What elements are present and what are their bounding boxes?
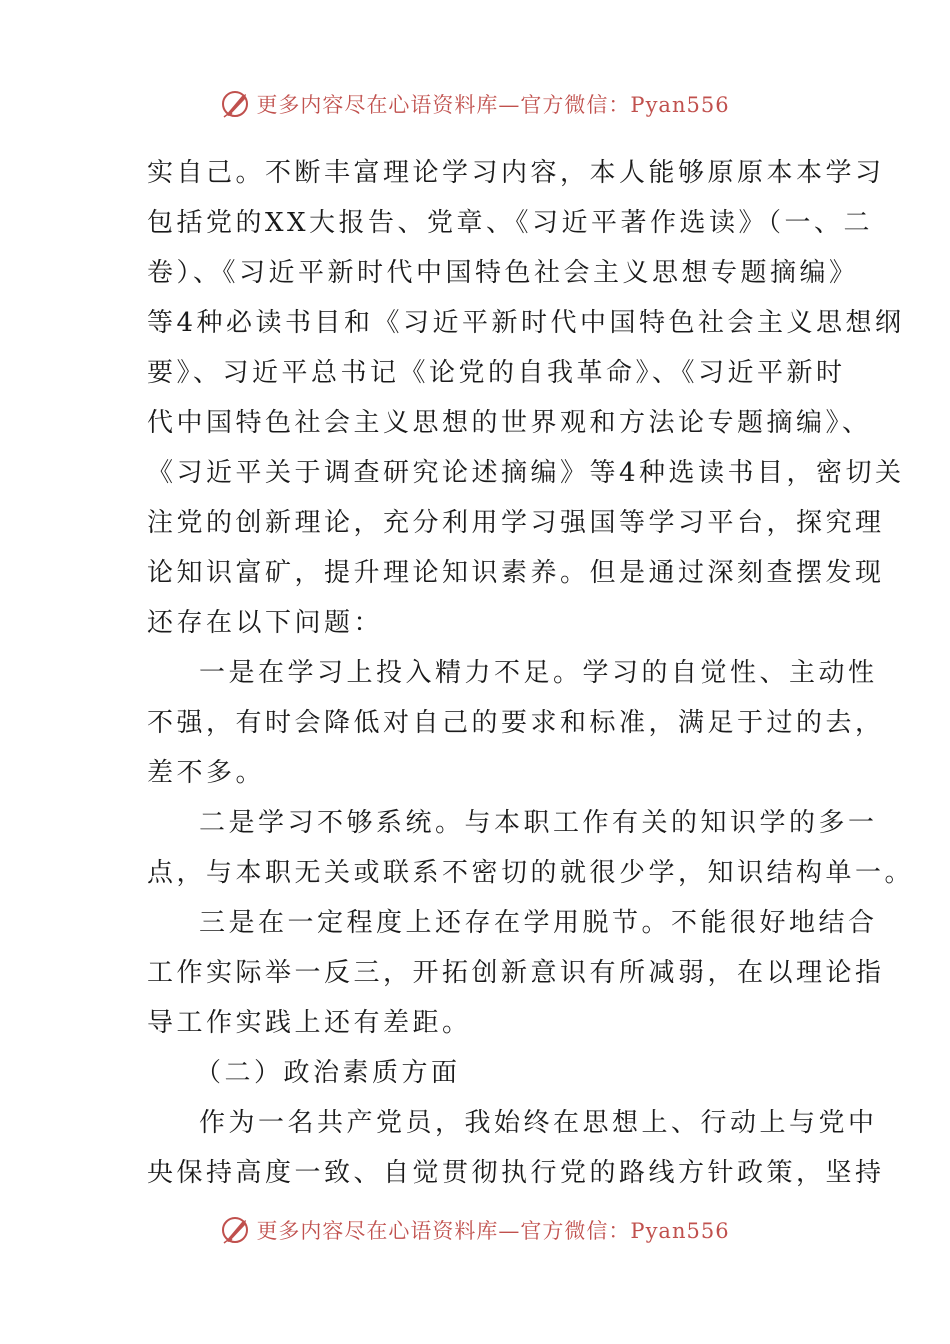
text-line: 央保持高度一致、自觉贯彻执行党的路线方针政策，坚持 (147, 1158, 885, 1188)
text-line: 实自己。不断丰富理论学习内容，本人能够原原本本学习 (147, 158, 885, 188)
footer-watermark-banner (0, 1210, 950, 1250)
text-line: 论知识富矿，提升理论知识素养。但是通过深刻查摆发现 (147, 558, 885, 588)
text-line: 代中国特色社会主义思想的世界观和方法论专题摘编》、 (147, 408, 872, 438)
paragraph-first-line: 二是学习不够系统。与本职工作有关的知识学的多一 (199, 808, 878, 838)
paragraph-first-line: 一是在学习上投入精力不足。学习的自觉性、主动性 (199, 658, 878, 688)
text-line: 不强，有时会降低对自己的要求和标准，满足于过的去， (147, 708, 885, 738)
text-line: 卷）、《习近平新时代中国特色社会主义思想专题摘编》 (147, 258, 859, 288)
quill-pen-logo-icon (220, 88, 252, 120)
quill-pen-logo-icon (220, 1214, 252, 1246)
text-line: 点，与本职无关或联系不密切的就很少学，知识结构单一。 (147, 858, 915, 888)
text-line: 工作实际举一反三，开拓创新意识有所减弱，在以理论指 (147, 958, 885, 988)
text-line: 注党的创新理论，充分利用学习强国等学习平台，探究理 (147, 508, 885, 538)
text-line: 差不多。 (147, 758, 266, 788)
paragraph-first-line: 作为一名共产党员，我始终在思想上、行动上与党中 (199, 1108, 878, 1138)
document-body (147, 148, 915, 1198)
section-heading: （二）政治素质方面 (195, 1058, 461, 1088)
text-line: 要》、习近平总书记《论党的自我革命》、《习近平新时 (147, 358, 846, 388)
header-watermark-banner (0, 84, 950, 124)
paragraph-first-line: 三是在一定程度上还存在学用脱节。不能很好地结合 (199, 908, 878, 938)
header-watermark-text: 更多内容尽在心语资料库—官方微信：Pyan556 (256, 93, 730, 117)
text-line: 还存在以下问题： (147, 608, 384, 638)
text-line: 《习近平关于调查研究论述摘编》等4种选读书目，密切关 (147, 458, 905, 488)
text-line: 包括党的XX大报告、党章、《习近平著作选读》（一、二 (147, 208, 874, 238)
text-line: 导工作实践上还有差距。 (147, 1008, 472, 1038)
text-line: 等4种必读书目和《习近平新时代中国特色社会主义思想纲 (147, 308, 905, 338)
footer-watermark-text: 更多内容尽在心语资料库—官方微信：Pyan556 (256, 1219, 730, 1243)
